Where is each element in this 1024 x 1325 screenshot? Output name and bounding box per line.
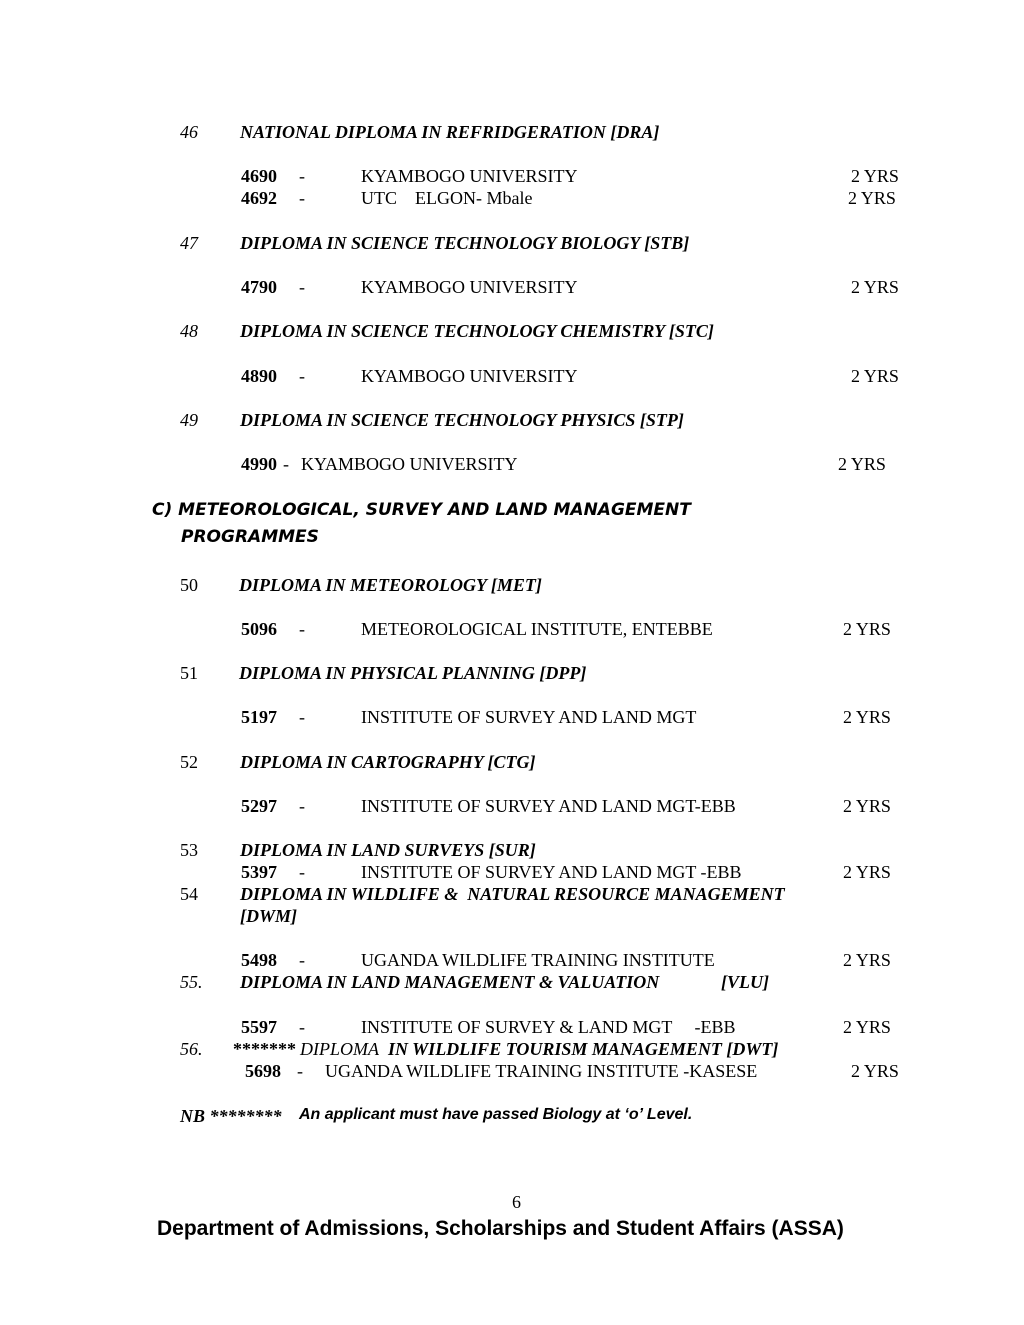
programme-number: 48 — [180, 321, 198, 341]
course-code: 5297 — [241, 796, 277, 816]
programme-title: DIPLOMA IN SCIENCE TECHNOLOGY BIOLOGY [STB] — [240, 233, 690, 253]
course-institution: UGANDA WILDLIFE TRAINING INSTITUTE -KASESE — [325, 1061, 758, 1081]
programme-number: 54 — [180, 884, 198, 904]
note-label: NB ******** — [180, 1106, 282, 1126]
course-dash: - — [299, 950, 305, 970]
course-institution: INSTITUTE OF SURVEY & LAND MGT -EBB — [361, 1017, 736, 1037]
programme-title: DIPLOMA IN METEOROLOGY [MET] — [239, 575, 542, 595]
course-duration: 2 YRS — [838, 454, 886, 474]
course-code: 4790 — [241, 277, 277, 297]
course-duration: 2 YRS — [851, 366, 899, 386]
programme-title: DIPLOMA IN LAND SURVEYS [SUR] — [240, 840, 536, 860]
programme-number: 51 — [180, 663, 198, 683]
course-institution: KYAMBOGO UNIVERSITY — [301, 454, 518, 474]
course-dash: - — [299, 366, 305, 386]
programme-title: NATIONAL DIPLOMA IN REFRIDGERATION [DRA] — [240, 122, 660, 142]
course-code: 5597 — [241, 1017, 277, 1037]
programme-title: DIPLOMA — [300, 1039, 379, 1059]
course-institution: INSTITUTE OF SURVEY AND LAND MGT — [361, 707, 697, 727]
course-dash: - — [299, 862, 305, 882]
course-dash: - — [283, 454, 289, 474]
programme-title: DIPLOMA IN SCIENCE TECHNOLOGY PHYSICS [STP] — [240, 410, 684, 430]
programme-number: 55. — [180, 972, 203, 992]
programme-number: 50 — [180, 575, 198, 595]
course-duration: 2 YRS — [843, 950, 891, 970]
course-duration: 2 YRS — [851, 1061, 899, 1081]
programme-number: 53 — [180, 840, 198, 860]
course-duration: 2 YRS — [843, 619, 891, 639]
section-heading: C) METEOROLOGICAL, SURVEY AND LAND MANAGEMENT — [152, 500, 691, 520]
programme-code-tag: [VLU] — [721, 972, 769, 992]
course-code: 4990 — [241, 454, 277, 474]
course-institution: INSTITUTE OF SURVEY AND LAND MGT-EBB — [361, 796, 736, 816]
course-institution: METEOROLOGICAL INSTITUTE, ENTEBBE — [361, 619, 713, 639]
programme-number: 47 — [180, 233, 198, 253]
course-dash: - — [299, 1017, 305, 1037]
course-dash: - — [299, 166, 305, 186]
programme-title: DIPLOMA IN PHYSICAL PLANNING [DPP] — [239, 663, 587, 683]
programme-title: DIPLOMA IN CARTOGRAPHY [CTG] — [240, 752, 536, 772]
section-heading-continued: PROGRAMMES — [181, 527, 319, 547]
course-dash: - — [299, 277, 305, 297]
course-code: 4690 — [241, 166, 277, 186]
course-institution: UTC ELGON- Mbale — [361, 188, 533, 208]
course-dash: - — [299, 619, 305, 639]
programme-title-continued: IN WILDLIFE TOURISM MANAGEMENT [DWT] — [388, 1039, 779, 1059]
course-code: 5197 — [241, 707, 277, 727]
course-institution: KYAMBOGO UNIVERSITY — [361, 166, 578, 186]
course-institution: INSTITUTE OF SURVEY AND LAND MGT -EBB — [361, 862, 742, 882]
programme-number: 46 — [180, 122, 198, 142]
course-code: 4890 — [241, 366, 277, 386]
footer-department: Department of Admissions, Scholarships and Student Affairs (ASSA) — [157, 1217, 844, 1240]
course-code: 5698 — [245, 1061, 281, 1081]
note-text: An applicant must have passed Biology at ‘o’ Level. — [299, 1106, 693, 1123]
course-dash: - — [297, 1061, 303, 1081]
course-dash: - — [299, 188, 305, 208]
course-institution: UGANDA WILDLIFE TRAINING INSTITUTE — [361, 950, 715, 970]
course-duration: 2 YRS — [843, 707, 891, 727]
programme-number: 49 — [180, 410, 198, 430]
programme-title: DIPLOMA IN WILDLIFE & NATURAL RESOURCE MANAGEMENT — [240, 884, 785, 904]
course-dash: - — [299, 796, 305, 816]
programme-title: DIPLOMA IN SCIENCE TECHNOLOGY CHEMISTRY [STC] — [240, 321, 714, 341]
course-duration: 2 YRS — [851, 277, 899, 297]
programme-title: DIPLOMA IN LAND MANAGEMENT & VALUATION — [240, 972, 660, 992]
course-duration: 2 YRS — [843, 862, 891, 882]
course-code: 5498 — [241, 950, 277, 970]
course-duration: 2 YRS — [843, 796, 891, 816]
programme-number: 52 — [180, 752, 198, 772]
course-duration: 2 YRS — [848, 188, 896, 208]
course-duration: 2 YRS — [843, 1017, 891, 1037]
programme-number: 56. — [180, 1039, 203, 1059]
course-code: 4692 — [241, 188, 277, 208]
programme-title-continued: [DWM] — [240, 906, 297, 926]
programme-stars: ******* — [233, 1039, 296, 1059]
course-code: 5397 — [241, 862, 277, 882]
course-dash: - — [299, 707, 305, 727]
course-institution: KYAMBOGO UNIVERSITY — [361, 366, 578, 386]
page-number: 6 — [512, 1192, 521, 1212]
course-institution: KYAMBOGO UNIVERSITY — [361, 277, 578, 297]
course-duration: 2 YRS — [851, 166, 899, 186]
course-code: 5096 — [241, 619, 277, 639]
